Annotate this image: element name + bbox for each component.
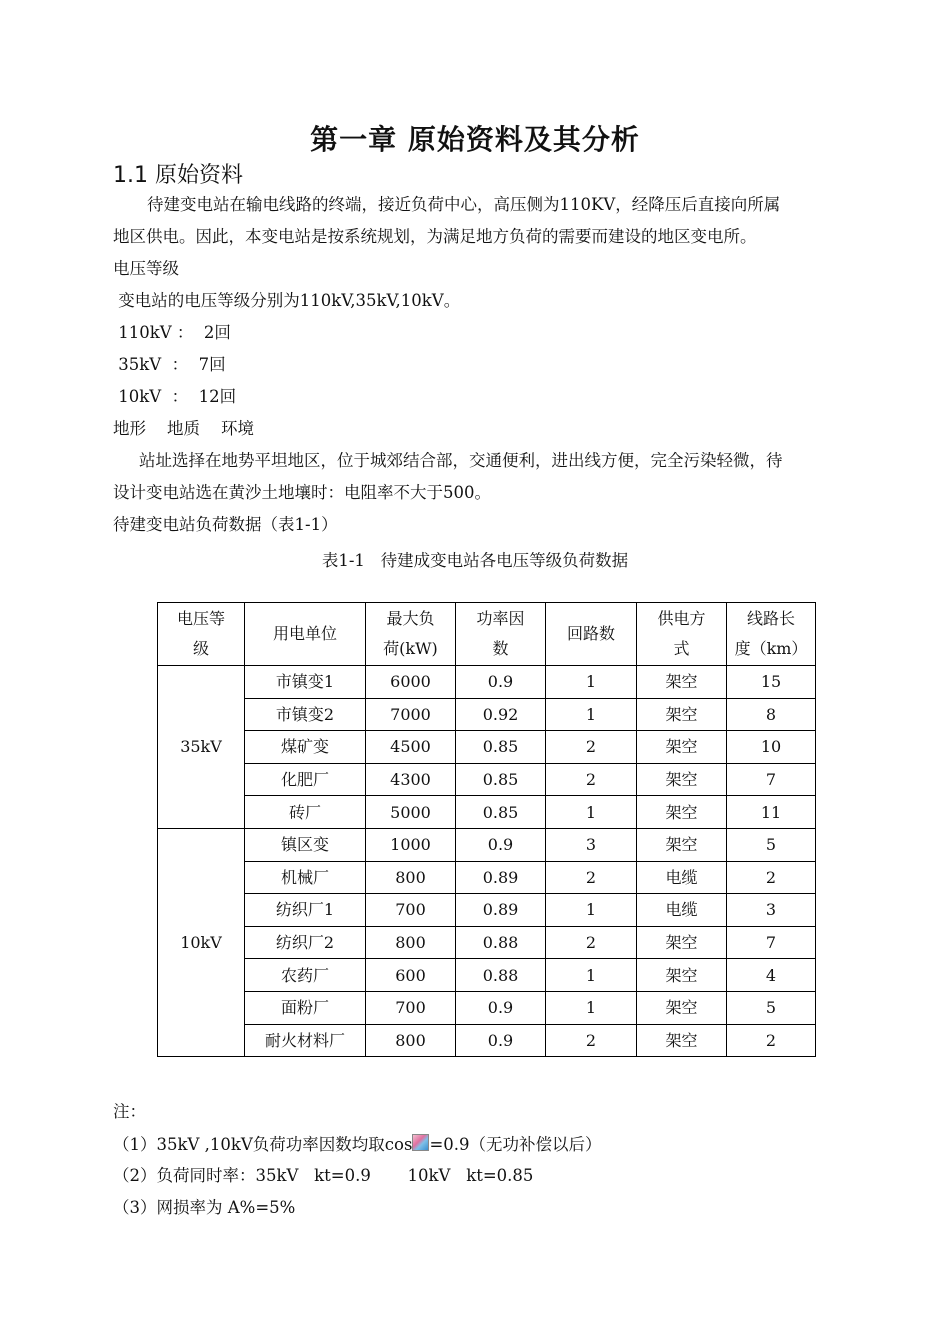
table-header-row	[158, 603, 816, 666]
table-cell: 800	[366, 861, 456, 894]
note-1	[113, 1134, 602, 1155]
terrain-line-2: 设计变电站选在黄沙土地壤时：电阻率不大于500。	[113, 483, 491, 502]
table-cell: 2	[727, 861, 816, 894]
table-caption: 表1-1 待建成变电站各电压等级负荷数据	[321, 551, 629, 570]
table-cell: 5	[727, 991, 816, 1024]
table-row	[158, 698, 816, 731]
note-3: （3）网损率为 A%=5%	[113, 1198, 296, 1217]
notes-heading: 注：	[113, 1102, 146, 1121]
table-cell: 2	[727, 1024, 816, 1057]
terrain-line-1: 站址选择在地势平坦地区，位于城郊结合部，交通便利，进出线方便，完全污染轻微，待	[139, 451, 783, 470]
table-cell: 0.9	[456, 828, 546, 861]
table-cell: 0.9	[456, 991, 546, 1024]
table-header-text: 线路长	[746, 609, 795, 628]
table-cell: 5	[727, 828, 816, 861]
table-header-text: 数	[492, 639, 509, 658]
table-header-text: 荷(kW)	[383, 639, 438, 658]
table-cell: 11	[727, 796, 816, 829]
table-header-cell	[546, 603, 637, 666]
table-header-text: 式	[673, 639, 690, 658]
table-row	[158, 861, 816, 894]
table-cell: 2	[546, 731, 637, 764]
table-cell: 架空	[637, 828, 727, 861]
table-row	[158, 796, 816, 829]
table-header-text: 供电方	[657, 609, 706, 628]
table-cell: 0.85	[456, 763, 546, 796]
intro-line-1: 待建变电站在输电线路的终端，接近负荷中心，高压侧为110KV，经降压后直接向所属	[147, 195, 781, 214]
table-cell: 架空	[637, 959, 727, 992]
table-cell: 2	[546, 926, 637, 959]
table-row	[158, 959, 816, 992]
table-cell: 架空	[637, 1024, 727, 1057]
table-cell: 7	[727, 763, 816, 796]
table-cell: 2	[546, 1024, 637, 1057]
table-cell: 700	[366, 894, 456, 927]
table-cell: 纺织厂1	[245, 894, 366, 927]
note-1-prefix: （1）35kV ,10kV负荷功率因数均取cos	[113, 1135, 413, 1154]
table-cell: 3	[546, 828, 637, 861]
voltage-level-cell: 10kV	[158, 828, 245, 1056]
intro-line-2: 地区供电。因此，本变电站是按系统规划，为满足地方负荷的需要而建设的地区变电所。	[113, 227, 757, 246]
table-row	[158, 828, 816, 861]
table-cell: 15	[727, 666, 816, 699]
table-header-cell	[456, 603, 546, 666]
table-cell: 1	[546, 991, 637, 1024]
table-row	[158, 666, 816, 699]
table-cell: 架空	[637, 926, 727, 959]
load-data-heading: 待建变电站负荷数据（表1-1）	[113, 515, 338, 534]
table-cell: 5000	[366, 796, 456, 829]
table-header-cell	[637, 603, 727, 666]
table-cell: 4300	[366, 763, 456, 796]
table-cell: 10	[727, 731, 816, 764]
table-cell: 煤矿变	[245, 731, 366, 764]
note-2: （2）负荷同时率：35kV kt=0.9 10kV kt=0.85	[113, 1166, 534, 1185]
table-row	[158, 926, 816, 959]
table-cell: 0.88	[456, 926, 546, 959]
table-cell: 3	[727, 894, 816, 927]
table-cell: 700	[366, 991, 456, 1024]
table-cell: 0.85	[456, 731, 546, 764]
note-1-suffix: =0.9（无功补偿以后）	[429, 1135, 602, 1154]
table-header-text: 度（km）	[734, 639, 808, 658]
voltage-level-cell: 35kV	[158, 666, 245, 829]
table-cell: 4	[727, 959, 816, 992]
load-data-table	[157, 602, 816, 1057]
voltage-item-10kv: 10kV ： 12回	[113, 387, 237, 406]
table-cell: 0.9	[456, 666, 546, 699]
table-cell: 架空	[637, 666, 727, 699]
table-cell: 8	[727, 698, 816, 731]
table-header-text: 功率因	[476, 609, 525, 628]
table-header-text: 回路数	[566, 624, 615, 643]
table-cell: 镇区变	[245, 828, 366, 861]
table-cell: 架空	[637, 698, 727, 731]
table-cell: 1	[546, 698, 637, 731]
terrain-heading: 地形 地质 环境	[113, 419, 254, 438]
table-row	[158, 1024, 816, 1057]
table-header-text: 用电单位	[272, 624, 337, 643]
table-cell: 0.88	[456, 959, 546, 992]
chapter-title: 第一章 原始资料及其分析	[310, 123, 640, 156]
table-cell: 7	[727, 926, 816, 959]
table-cell: 1	[546, 959, 637, 992]
table-cell: 4500	[366, 731, 456, 764]
table-header-cell	[727, 603, 816, 666]
table-header-text: 电压等	[176, 609, 225, 628]
table-cell: 800	[366, 1024, 456, 1057]
table-cell: 1	[546, 796, 637, 829]
table-header-cell	[158, 603, 245, 666]
table-cell: 市镇变2	[245, 698, 366, 731]
table-cell: 机械厂	[245, 861, 366, 894]
table-cell: 面粉厂	[245, 991, 366, 1024]
table-cell: 市镇变1	[245, 666, 366, 699]
table-cell: 6000	[366, 666, 456, 699]
table-cell: 耐火材料厂	[245, 1024, 366, 1057]
phi-symbol-icon	[412, 1134, 429, 1151]
voltage-heading: 电压等级	[113, 259, 179, 278]
table-row	[158, 731, 816, 764]
table-cell: 架空	[637, 991, 727, 1024]
table-cell: 架空	[637, 796, 727, 829]
table-cell: 0.89	[456, 894, 546, 927]
table-cell: 农药厂	[245, 959, 366, 992]
table-header-text: 最大负	[386, 609, 435, 628]
table-cell: 化肥厂	[245, 763, 366, 796]
table-cell: 0.85	[456, 796, 546, 829]
table-cell: 800	[366, 926, 456, 959]
voltage-summary: 变电站的电压等级分别为110kV,35kV,10kV。	[113, 291, 461, 310]
table-cell: 砖厂	[245, 796, 366, 829]
table-cell: 电缆	[637, 861, 727, 894]
table-cell: 架空	[637, 763, 727, 796]
table-cell: 0.9	[456, 1024, 546, 1057]
voltage-item-110kv: 110kV ： 2回	[113, 323, 231, 342]
table-header-cell	[366, 603, 456, 666]
table-cell: 0.92	[456, 698, 546, 731]
table-cell: 2	[546, 763, 637, 796]
voltage-item-35kv: 35kV ： 7回	[113, 355, 226, 374]
table-cell: 7000	[366, 698, 456, 731]
table-cell: 1	[546, 894, 637, 927]
table-cell: 1	[546, 666, 637, 699]
table-row	[158, 991, 816, 1024]
table-cell: 架空	[637, 731, 727, 764]
table-cell: 0.89	[456, 861, 546, 894]
table-header-text: 级	[192, 639, 209, 658]
table-cell: 电缆	[637, 894, 727, 927]
table-header-cell	[245, 603, 366, 666]
section-title: 1.1 原始资料	[113, 163, 243, 188]
table-row	[158, 763, 816, 796]
table-cell: 纺织厂2	[245, 926, 366, 959]
table-row	[158, 894, 816, 927]
table-cell: 1000	[366, 828, 456, 861]
table-cell: 2	[546, 861, 637, 894]
table-cell: 600	[366, 959, 456, 992]
